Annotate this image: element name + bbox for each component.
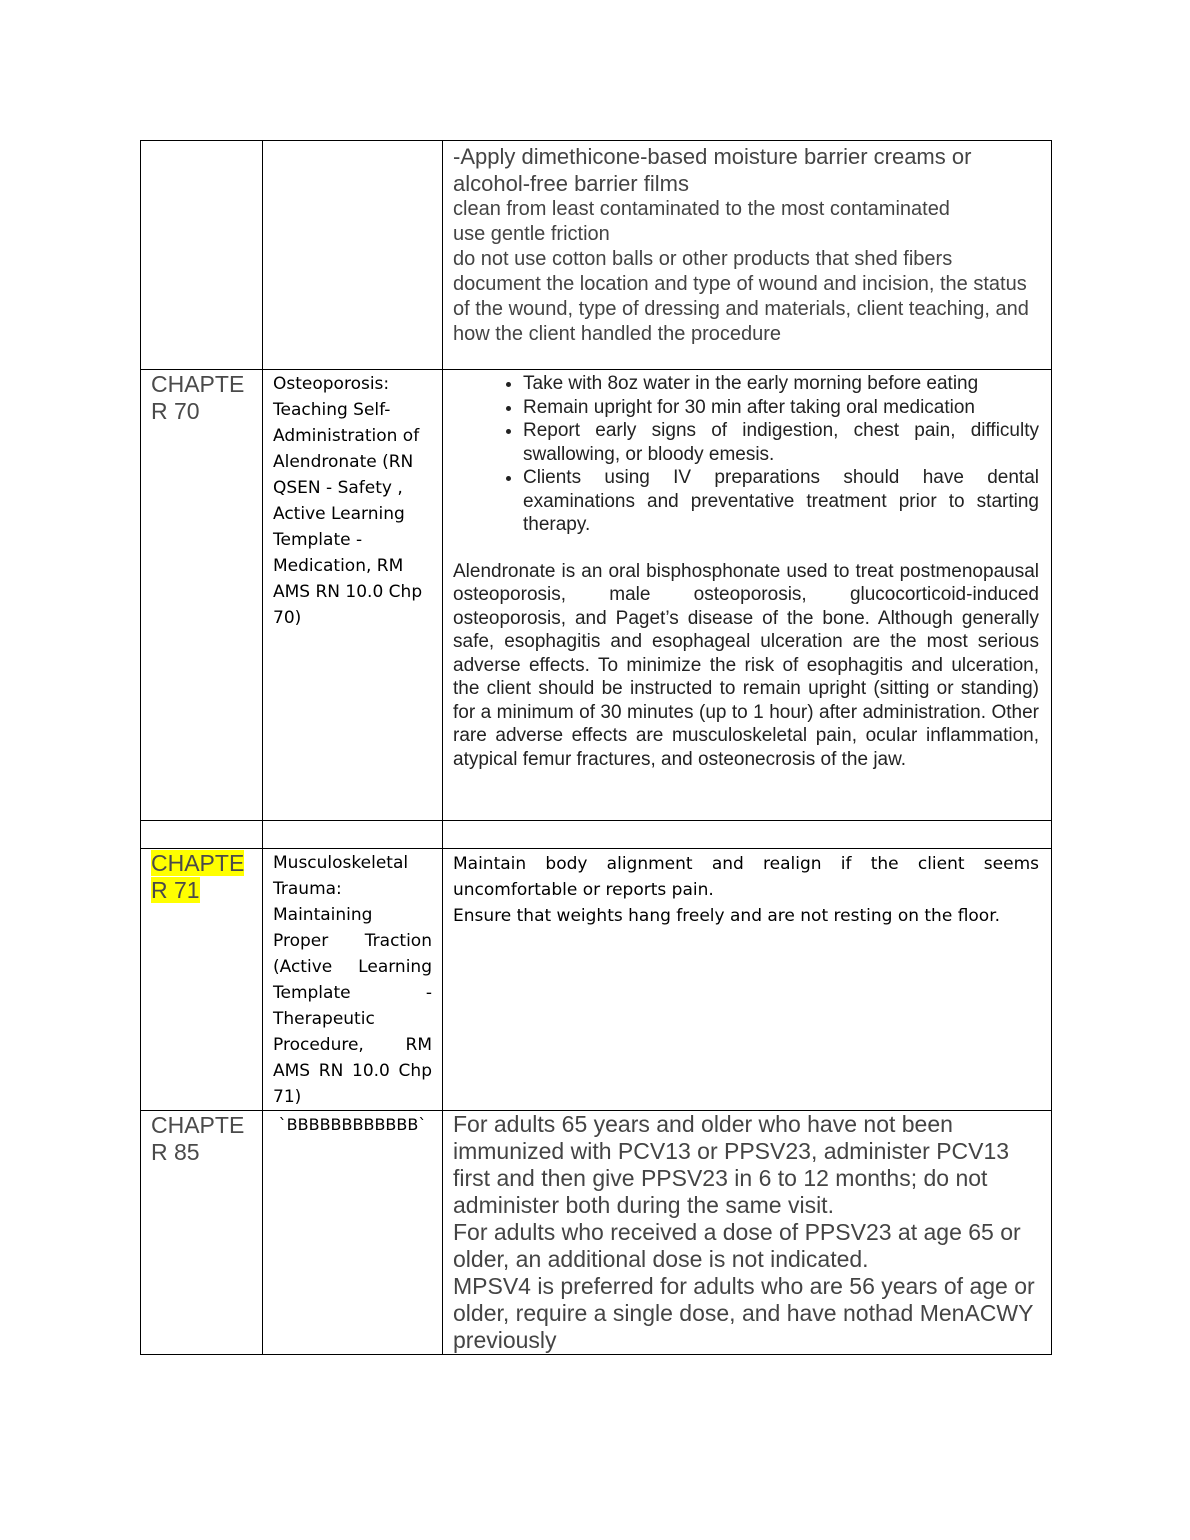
content-line: MPSV4 is preferred for adults who are 56 years of age or older, require a single dose, and have nothad MenACWY previously [453, 1273, 1035, 1353]
topic-cell [263, 141, 443, 370]
topic-label: Musculoskeletal Trauma: Maintaining Proper Traction (Active Learning Template - Therapeutic Procedure, RM AMS RN 10.0 Chp 71) [273, 853, 432, 1107]
chapter-cell [141, 849, 263, 1111]
content-line: Maintain body alignment and realign if the client seems uncomfortable or reports pain. [453, 854, 1039, 900]
topic-cell [263, 821, 443, 849]
list-item: • Take with 8oz water in the early morning before eating [523, 372, 1039, 396]
content-line: For adults 65 years and older who have not been immunized with PCV13 or PPSV23, administer PCV13 first and then give PPSV23 in 6 to 12 months; do not administer both during the same visit. [453, 1111, 1010, 1218]
topic-cell [263, 370, 443, 821]
chapter-label: CHAPTE R 71 [151, 850, 245, 903]
content-line: use gentle friction [453, 223, 610, 245]
drug-description: Alendronate is an oral bisphosphonate used to treat postmenopausal osteoporosis, male osteoporosis, glucocorticoid-induced osteoporosis, and Paget’s disease of the bone. Although generally safe, esophagitis and esophageal ulceration are the most serious adverse effects. To minimize the risk of esophagitis and ulceration, the client should be instructed to remain upright (sitting or standing) for a minimum of 30 minutes (up to 1 hour) after administration. Other rare adverse effects are musculoskeletal pain, ocular inflammation, atypical femur fractures, and osteonecrosis of the jaw. [453, 560, 1039, 770]
content-line: Ensure that weights hang freely and are not resting on the floor. [453, 906, 1001, 926]
table-row [141, 821, 1052, 849]
document-page [140, 140, 1051, 1355]
content-line: do not use cotton balls or other products that shed fibers [453, 248, 953, 270]
chapter-table [140, 140, 1052, 1355]
chapter-label: CHAPTE R 70 [151, 371, 245, 424]
table-row [141, 849, 1052, 1111]
content-cell [443, 849, 1052, 1111]
table-row [141, 1111, 1052, 1355]
chapter-cell [141, 1111, 263, 1355]
table-row [141, 141, 1052, 370]
chapter-cell [141, 141, 263, 370]
content-cell [443, 370, 1052, 821]
content-line: clean from least contaminated to the most contaminated [453, 198, 950, 220]
topic-label: Osteoporosis: Teaching Self-Administration of Alendronate (RN QSEN - Safety , Active Learning Template - Medication, RM AMS RN 10.0 Chp 70) [273, 374, 423, 628]
content-line: For adults who received a dose of PPSV23 at age 65 or older, an additional dose is not indicated. [453, 1219, 1021, 1272]
chapter-cell [141, 370, 263, 821]
content-cell [443, 821, 1052, 849]
list-item: • Remain upright for 30 min after taking oral medication [523, 396, 1039, 420]
table-row [141, 370, 1052, 821]
topic-label: `BBBBBBBBBBBB` [278, 1115, 427, 1134]
content-cell [443, 141, 1052, 370]
topic-cell [263, 1111, 443, 1355]
instruction-list [453, 372, 1039, 537]
chapter-label: CHAPTE R 85 [151, 1112, 245, 1165]
topic-cell [263, 849, 443, 1111]
content-line: document the location and type of wound and incision, the status of the wound, type of dressing and materials, client teaching, and how the client handled the procedure [453, 273, 1029, 345]
chapter-cell [141, 821, 263, 849]
content-cell [443, 1111, 1052, 1355]
list-item: • Clients using IV preparations should have dental examinations and preventative treatment prior to starting therapy. [523, 466, 1039, 537]
content-heading: -Apply dimethicone-based moisture barrier creams or alcohol-free barrier films [453, 144, 972, 196]
list-item: • Report early signs of indigestion, chest pain, difficulty swallowing, or bloody emesis. [523, 419, 1039, 466]
